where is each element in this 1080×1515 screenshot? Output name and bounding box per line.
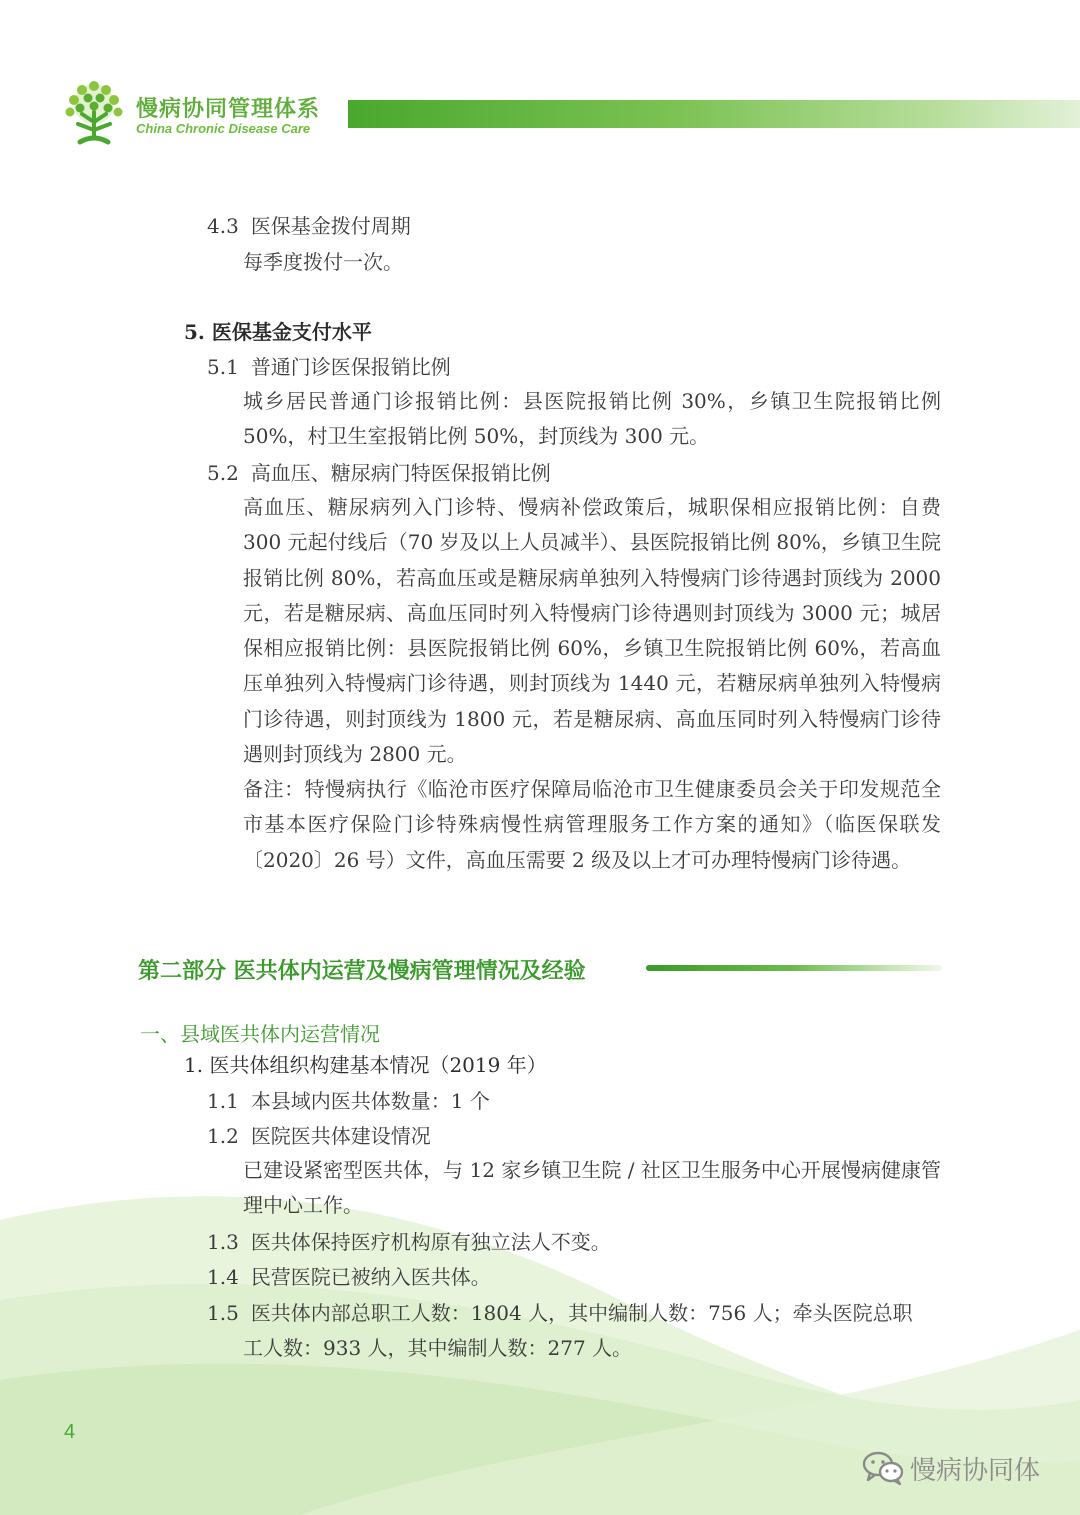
section-5-2-note: 备注：特慢病执行《临沧市医疗保障局临沧市卫生健康委员会关于印发规范全市基本医疗保险门诊特殊病慢性病管理服务工作方案的通知》（临医保联发〔2020〕26 号）文件，高血压需要 2 级及以上才可办理特慢病门诊待遇。 [243,777,941,872]
section-5-heading: 5. 医保基金支付水平 [184,320,372,344]
section-4-3-heading [207,214,411,238]
watermark-text: 慢病协同体 [910,1455,1041,1486]
section-number: 1.4 [207,1265,239,1289]
section-number: 1.3 [207,1230,239,1254]
part2-title-rule [646,965,942,971]
item-text: 民营医院已被纳入医共体。 [250,1265,491,1289]
section-number: 1.2 [207,1124,239,1148]
section-number: 4.3 [207,214,239,238]
item-1-2-heading [207,1124,431,1148]
part2-title: 第二部分 医共体内运营及慢病管理情况及经验 [138,959,586,984]
section-number: 1.1 [207,1089,239,1113]
part2-subheading: 一、县域医共体内运营情况 [140,1022,380,1046]
item-1-3 [207,1230,611,1254]
section-title: 医保基金拨付周期 [250,214,411,238]
brand-title-cn: 慢病协同管理体系 [136,97,321,122]
item-text-line1: 医共体内部总职工人数：1804 人，其中编制人数：756 人；牵头医院总职 [250,1301,913,1325]
item-1-4 [207,1265,491,1289]
item-1-heading: 1. 医共体组织构建基本情况（2019 年） [184,1053,547,1077]
wechat-icon [862,1450,904,1486]
section-number: 1.5 [207,1301,239,1325]
section-5-1-body: 城乡居民普通门诊报销比例：县医院报销比例 30%，乡镇卫生院报销比例 50%，村卫生室报销比例 50%，封顶线为 300 元。 [243,389,941,449]
section-4-3-body: 每季度拨付一次。 [243,250,403,274]
section-5-2-body: 高血压、糖尿病列入门诊特、慢病补偿政策后，城职保相应报销比例：自费 300 元起付线后（70 岁及以上人员减半）、县医院报销比例 80%，乡镇卫生院报销比例 80%，若高血压或是糖尿病单独列入特慢病门诊待遇封顶线为 2000 元，若是糖尿病、高血压同时列入特慢病门诊待遇则封顶线为 3000 元；城居保相应报销比例：县医院报销比例 60%，乡镇卫生院报销比例 60%，若高血压单独列入特慢病门诊待遇，则封顶线为 1440 元，若糖尿病单独列入特慢病门诊待遇，则封顶线为 1800 元，若是糖尿病、高血压同时列入特慢病门诊待遇则封顶线为 2800 元。 [243,495,941,767]
item-1-1 [207,1089,490,1113]
section-title: 普通门诊医保报销比例 [250,355,451,379]
item-1-2-body: 已建设紧密型医共体，与 12 家乡镇卫生院 / 社区卫生服务中心开展慢病健康管理中心工作。 [243,1158,941,1218]
page-number: 4 [64,1421,76,1443]
section-number: 5.2 [207,461,239,485]
wechat-watermark [862,1450,1040,1486]
section-5-2-heading [207,461,551,485]
item-text: 医共体保持医疗机构原有独立法人不变。 [250,1230,611,1254]
brand-title-en: China Chronic Disease Care [136,121,311,136]
item-1-5 [207,1301,913,1325]
section-title: 医院医共体建设情况 [250,1124,431,1148]
section-title: 高血压、糖尿病门特医保报销比例 [250,461,551,485]
section-number: 5.1 [207,355,239,379]
item-1-5-continued: 工人数：933 人，其中编制人数：277 人。 [243,1336,633,1360]
item-text: 本县域内医共体数量：1 个 [250,1089,490,1113]
section-5-1-heading [207,355,451,379]
